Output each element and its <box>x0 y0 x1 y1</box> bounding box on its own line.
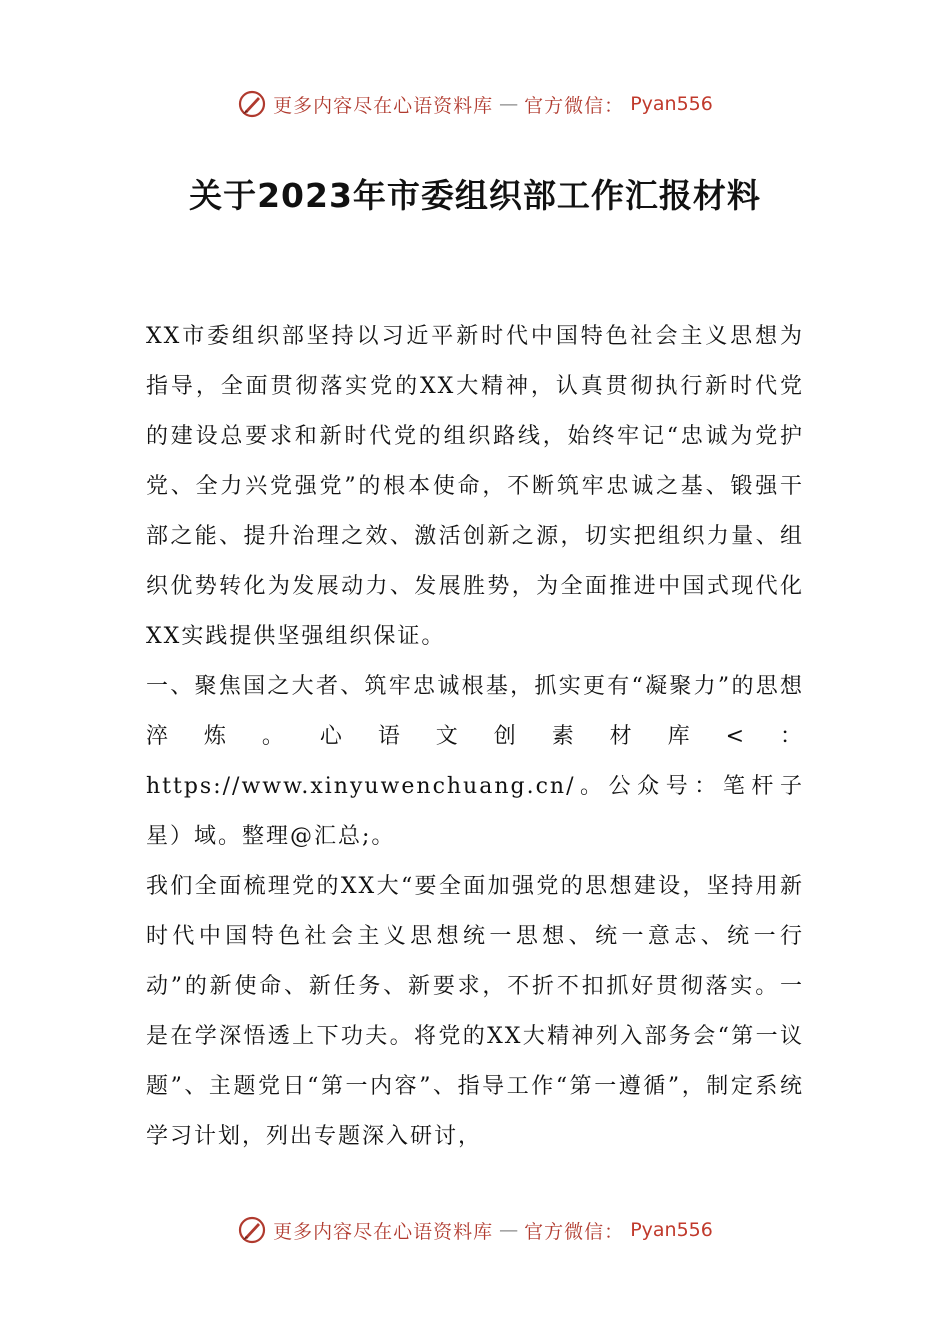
banner-wechat-label: 官方微信： <box>524 94 625 117</box>
document-body <box>146 312 804 1162</box>
banner-wechat-id: Pyan556 <box>630 1219 713 1241</box>
banner-separator: — <box>499 1219 519 1241</box>
document-title: 关于2023年市委组织部工作汇报材料 <box>189 176 761 215</box>
footer-watermark-banner <box>0 1210 950 1250</box>
banner-site-text: 更多内容尽在心语资料库 <box>273 1220 494 1243</box>
header-watermark-banner <box>0 84 950 124</box>
pen-in-circle-icon <box>237 89 267 119</box>
banner-wechat-id: Pyan556 <box>630 93 713 115</box>
banner-site-text: 更多内容尽在心语资料库 <box>273 94 494 117</box>
banner-wechat-label: 官方微信： <box>524 1220 625 1243</box>
paragraph-section-one: 一、聚焦国之大者、筑牢忠诚根基，抓实更有“凝聚力”的思想淬炼。心语文创素材库<：https://www.xinyuwenchuang.cn/。公众号：笔杆子星）域。整理@汇总;。 <box>146 674 804 849</box>
paragraph-body: 我们全面梳理党的XX大“要全面加强党的思想建设，坚持用新时代中国特色社会主义思想统一思想、统一意志、统一行动”的新使命、新任务、新要求，不折不扣抓好贯彻落实。一是在学深悟透上下功夫。将党的XX大精神列入部务会“第一议题”、主题党日“第一内容”、指导工作“第一遵循”，制定系统学习计划，列出专题深入研讨， <box>146 874 804 1149</box>
paragraph-intro: XX市委组织部坚持以习近平新时代中国特色社会主义思想为指导，全面贯彻落实党的XX大精神，认真贯彻执行新时代党的建设总要求和新时代党的组织路线，始终牢记“忠诚为党护党、全力兴党强党”的根本使命，不断筑牢忠诚之基、锻强干部之能、提升治理之效、激活创新之源，切实把组织力量、组织优势转化为发展动力、发展胜势，为全面推进中国式现代化XX实践提供坚强组织保证。 <box>146 324 804 649</box>
pen-in-circle-icon <box>237 1215 267 1245</box>
banner-separator: — <box>499 93 519 115</box>
